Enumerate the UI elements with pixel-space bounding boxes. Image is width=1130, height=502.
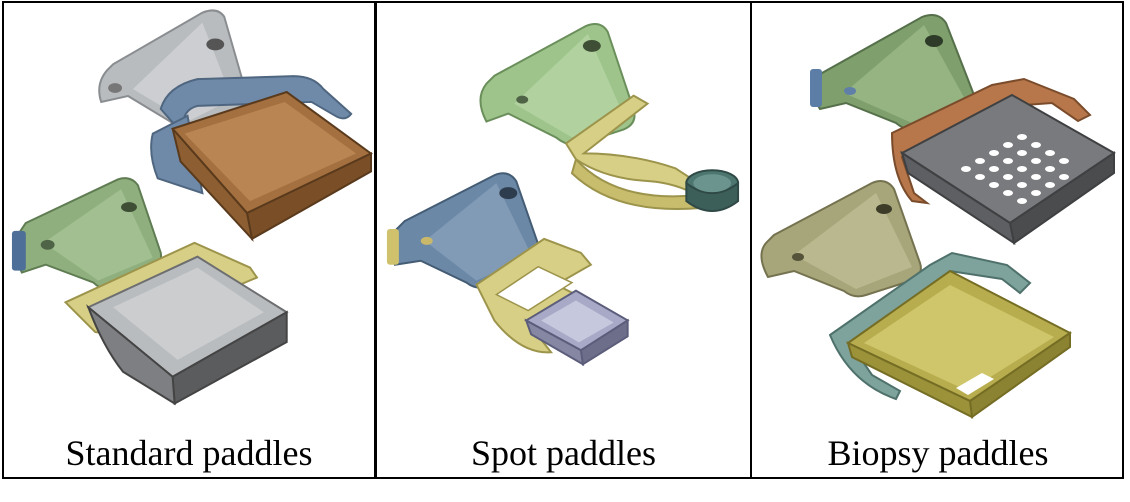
- figure-frame: [2, 1, 1124, 479]
- standard-paddles-panel: [4, 3, 377, 477]
- standard-paddles-caption: Standard paddles: [65, 433, 313, 473]
- brown-paddle-tray: [151, 76, 371, 239]
- biopsy-paddles-panel: [752, 3, 1124, 477]
- olive-biopsy-mount: [761, 181, 920, 296]
- biopsy-paddles-illustration: [752, 3, 1124, 433]
- spot-paddles-caption: Spot paddles: [471, 433, 656, 473]
- biopsy-paddles-caption: Biopsy paddles: [827, 433, 1049, 473]
- spot-paddles-panel: [377, 3, 752, 477]
- standard-paddles-illustration: [4, 3, 374, 433]
- spot-paddles-illustration: [377, 3, 750, 433]
